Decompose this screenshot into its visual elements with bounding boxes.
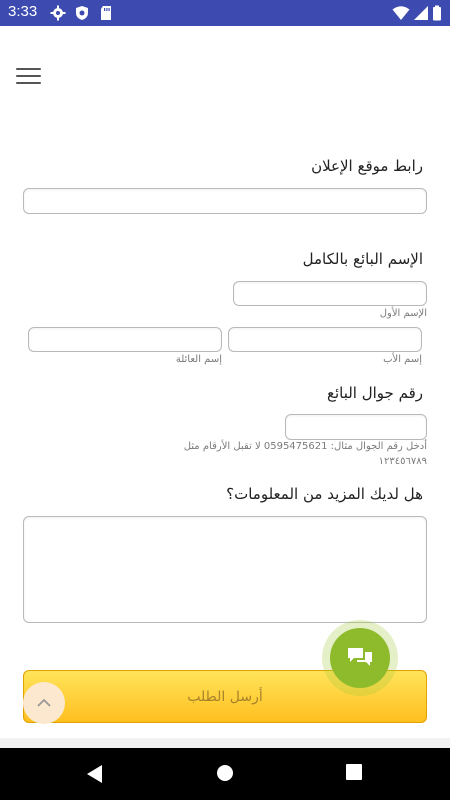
ad-url-input[interactable] (23, 188, 427, 214)
battery-icon (432, 5, 442, 21)
father-name-hint: إسم الأب (383, 354, 422, 365)
sd-card-icon (98, 5, 114, 21)
signal-icon (413, 5, 429, 21)
more-info-label: هل لديك المزيد من المعلومات؟ (226, 485, 423, 503)
recents-icon[interactable] (346, 764, 362, 780)
phone-hint-line2: ١٢٣٤٥٦٧٨٩ (378, 456, 427, 467)
scroll-up-button[interactable] (23, 682, 65, 724)
status-bar (0, 0, 450, 26)
family-name-input[interactable] (28, 327, 222, 352)
bottom-divider (0, 738, 450, 748)
hamburger-menu-icon[interactable] (16, 68, 41, 86)
seller-name-label: الإسم البائع بالكامل (302, 250, 423, 268)
first-name-input[interactable] (233, 281, 427, 306)
status-time: 3:33 (8, 3, 38, 20)
chat-button[interactable] (322, 620, 398, 696)
home-icon[interactable] (216, 764, 234, 782)
seller-phone-input[interactable] (285, 414, 427, 440)
shield-icon (74, 5, 90, 21)
gear-icon (50, 5, 66, 21)
phone-hint-line1: أدخل رقم الجوال مثال: 0595475621 لا تقبل الأرقام مثل (183, 441, 427, 452)
father-name-input[interactable] (228, 327, 422, 352)
ad-url-label: رابط موقع الإعلان (311, 157, 423, 175)
wifi-icon (392, 5, 410, 21)
first-name-hint: الإسم الأول (379, 308, 427, 319)
submit-button[interactable]: أرسل الطلب (23, 670, 427, 723)
family-name-hint: إسم العائلة (175, 354, 222, 365)
chat-icon (346, 645, 374, 671)
navigation-bar (0, 748, 450, 800)
more-info-textarea[interactable] (23, 516, 427, 623)
seller-phone-label: رقم جوال البائع (326, 384, 423, 402)
back-icon[interactable] (86, 764, 104, 784)
chevron-up-icon (36, 698, 52, 708)
